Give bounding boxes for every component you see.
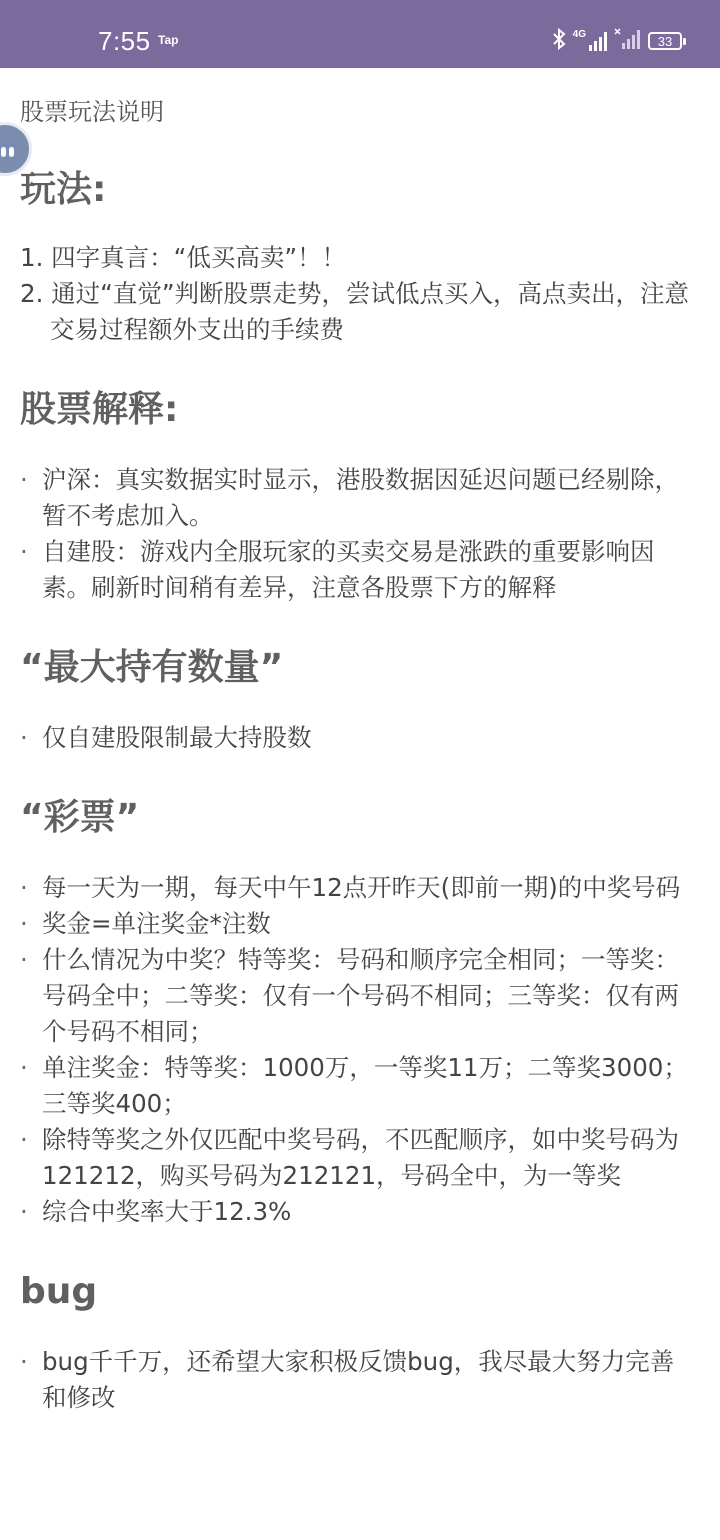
section-heading: “彩票” [20,797,140,838]
gameplay-list [20,240,690,348]
lottery-list [20,870,690,1230]
rules-content [20,160,690,1416]
section-heading: 股票解释: [20,389,179,430]
list-item: · 沪深：真实数据实时显示，港股数据因延迟问题已经剔除，暂不考虑加入。 [20,462,690,534]
list-item: · 每一天为一期，每天中午12点开昨天(即前一期)的中奖号码 [20,870,690,906]
bubble-eye-icon [9,147,14,157]
battery-icon: 33 [648,32,682,50]
status-bar [0,0,720,68]
bubble-eye-icon [1,147,6,157]
status-time: 7:55 [98,26,151,56]
section-lottery [20,788,690,1230]
stock-explanation-list [20,462,690,606]
page-title: 股票玩法说明 [20,98,164,126]
section-max-holding [20,638,690,756]
max-holding-list [20,720,690,756]
list-item: 1. 四字真言：“低买高卖”！！ [20,243,347,272]
list-item: · 除特等奖之外仅匹配中奖号码，不匹配顺序，如中奖号码为121212，购买号码为212121，号码全中，为一等奖 [20,1122,690,1194]
list-item: · 仅自建股限制最大持股数 [20,720,690,756]
tap-indicator: Tap [158,33,179,47]
signal-no-service-icon [614,28,642,54]
bug-list [20,1344,690,1416]
list-item: 2. 通过“直觉”判断股票走势，尝试低点买入，高点卖出，注意交易过程额外支出的手续费 [20,279,690,344]
bluetooth-icon [551,27,567,55]
section-stock-explanation [20,380,690,606]
section-bug [20,1262,690,1416]
list-item: · 单注奖金：特等奖：1000万，一等奖11万；二等奖3000；三等奖400； [20,1050,690,1122]
section-heading: “最大持有数量” [20,647,284,688]
network-type-label: 4G [572,29,586,40]
list-item: · bug千千万，还希望大家积极反馈bug，我尽最大努力完善和修改 [20,1344,690,1416]
list-item: · 综合中奖率大于12.3% [20,1194,690,1230]
status-icons [551,28,682,54]
list-item: · 自建股：游戏内全服玩家的买卖交易是涨跌的重要影响因素。刷新时间稍有差异，注意各股票下方的解释 [20,534,690,606]
list-item: · 奖金=单注奖金*注数 [20,906,690,942]
section-heading: 玩法: [20,169,107,210]
section-gameplay [20,160,690,348]
mobile-signal-icon [573,30,608,52]
list-item: · 什么情况为中奖？特等奖：号码和顺序完全相同；一等奖：号码全中；二等奖：仅有一个号码不相同；三等奖：仅有两个号码不相同； [20,942,690,1050]
section-heading: bug [20,1271,98,1312]
